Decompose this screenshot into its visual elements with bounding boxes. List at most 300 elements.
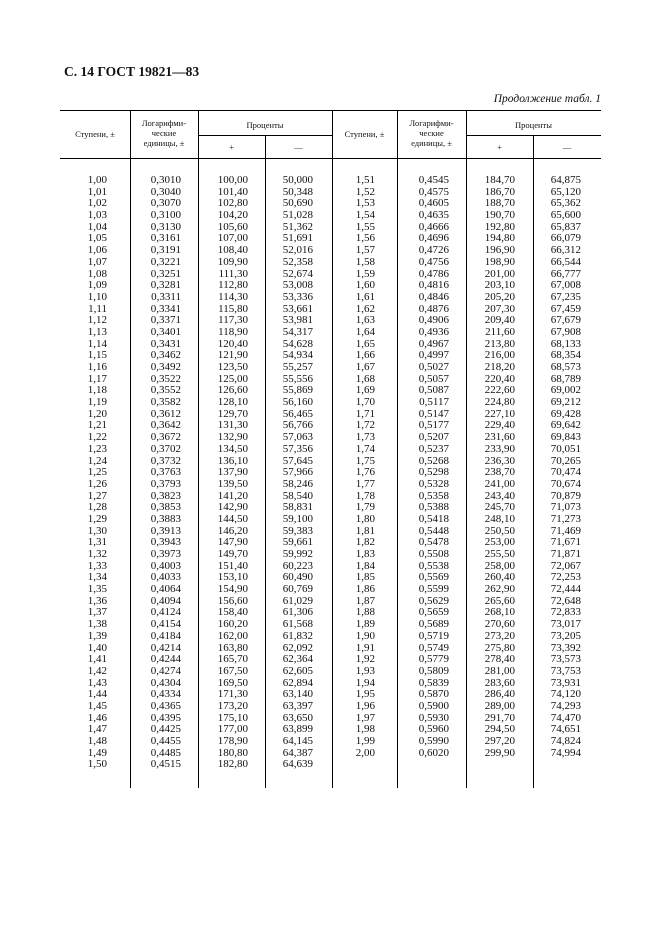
page-header: С. 14 ГОСТ 19821—83 (64, 64, 200, 79)
cell-left-plus: 162,00 (217, 629, 248, 642)
cell-right-plus: 291,70 (484, 711, 515, 724)
cell-left-steps: 1,08 (87, 267, 107, 280)
cell-right-minus: 66,312 (550, 244, 581, 257)
column-plus-left (198, 175, 248, 771)
cell-left-log: 0,3281 (150, 279, 181, 292)
cell-right-plus: 286,40 (484, 688, 515, 701)
header-percent-right: Проценты (515, 120, 552, 130)
cell-right-plus: 216,00 (484, 349, 515, 362)
cell-right-minus: 71,671 (550, 536, 581, 549)
cell-left-steps: 1,16 (87, 361, 107, 373)
cell-left-plus: 114,30 (218, 290, 248, 303)
cell-left-minus: 63,397 (282, 699, 313, 712)
cell-left-log: 0,4485 (150, 746, 181, 759)
cell-left-minus: 53,981 (282, 314, 313, 327)
cell-right-steps: 1,66 (355, 349, 375, 362)
cell-right-log: 0,4876 (418, 302, 449, 315)
cell-left-steps: 1,36 (87, 594, 107, 607)
header-log-units-right: Логарифми- ческие единицы, ± (409, 118, 454, 148)
cell-right-log: 0,5508 (418, 548, 449, 560)
cell-left-minus: 50,690 (282, 197, 313, 210)
cell-left-plus: 147,90 (217, 536, 248, 549)
cell-right-minus: 72,833 (550, 606, 581, 619)
cell-right-minus: 68,354 (550, 349, 581, 362)
cell-right-steps: 1,75 (355, 454, 375, 467)
cell-left-steps: 1,20 (87, 407, 107, 420)
cell-left-steps: 1,49 (87, 746, 107, 759)
cell-left-log: 0,3040 (150, 185, 181, 198)
header-log-units-left: Логарифми- ческие единицы, ± (141, 118, 187, 148)
cell-left-steps: 1,35 (87, 583, 107, 596)
cell-left-minus: 58,246 (282, 477, 313, 490)
header-percent-left: Проценты (246, 120, 284, 130)
cell-left-plus: 142,90 (217, 501, 248, 514)
cell-right-minus: 72,648 (550, 594, 581, 607)
cell-right-steps: 2,00 (355, 746, 375, 759)
table-header-bottom-rule (60, 158, 601, 159)
cell-right-plus: 260,40 (484, 571, 515, 584)
cell-left-log: 0,3642 (150, 419, 181, 432)
cell-left-minus: 59,383 (282, 524, 313, 537)
cell-left-minus: 59,661 (282, 536, 313, 549)
cell-right-steps: 1,77 (355, 477, 375, 490)
cell-right-log: 0,4605 (418, 197, 449, 210)
cell-right-plus: 250,50 (484, 524, 515, 537)
cell-left-plus: 175,10 (217, 711, 248, 724)
cell-left-plus: 136,10 (217, 454, 248, 467)
cell-left-log: 0,3522 (150, 372, 181, 385)
cell-left-plus: 126,60 (217, 384, 248, 397)
cell-right-minus: 73,205 (550, 629, 581, 642)
cell-right-plus: 233,90 (484, 442, 515, 455)
cell-right-steps: 1,84 (355, 559, 375, 572)
header-minus-right: — (562, 142, 572, 152)
cell-right-minus: 69,642 (550, 419, 581, 432)
cell-right-steps: 1,54 (355, 209, 375, 222)
cell-left-minus: 53,336 (282, 290, 313, 303)
cell-right-steps: 1,56 (355, 232, 375, 245)
cell-right-minus: 65,837 (550, 220, 581, 233)
cell-left-plus: 101,40 (217, 185, 248, 198)
cell-right-minus: 72,067 (550, 559, 581, 572)
cell-right-plus: 192,80 (484, 220, 515, 233)
cell-left-minus: 62,894 (282, 676, 313, 689)
cell-left-plus: 169,50 (217, 676, 248, 689)
cell-right-minus: 71,273 (550, 512, 581, 525)
cell-right-steps: 1,57 (355, 244, 375, 257)
cell-right-plus: 186,70 (484, 185, 515, 198)
cell-left-steps: 1,19 (87, 396, 107, 409)
cell-left-plus: 167,50 (217, 664, 248, 677)
cell-right-log: 0,4635 (418, 209, 449, 222)
header-steps-right: Ступени, ± (344, 129, 385, 139)
cell-left-minus: 54,628 (282, 337, 313, 350)
cell-left-minus: 56,465 (282, 407, 313, 420)
cell-left-plus: 151,40 (217, 559, 248, 572)
cell-right-plus: 281,00 (484, 664, 515, 677)
cell-right-steps: 1,85 (355, 571, 375, 584)
cell-left-steps: 1,50 (87, 758, 107, 771)
cell-right-log: 0,5779 (418, 653, 449, 666)
cell-left-steps: 1,11 (88, 302, 107, 315)
cell-left-minus: 63,140 (282, 688, 313, 701)
cell-right-log: 0,5147 (418, 407, 449, 420)
cell-right-log: 0,4816 (418, 279, 449, 292)
column-log-right (397, 175, 449, 759)
cell-right-steps: 1,72 (355, 419, 375, 432)
cell-right-plus: 275,80 (484, 641, 515, 654)
cell-right-plus: 273,20 (484, 629, 515, 642)
cell-left-minus: 63,899 (282, 723, 313, 736)
cell-left-minus: 64,639 (282, 758, 313, 771)
cell-left-plus: 112,80 (218, 279, 248, 292)
cell-left-minus: 53,661 (282, 302, 313, 315)
cell-right-minus: 67,908 (550, 325, 581, 338)
cell-left-minus: 60,490 (282, 571, 313, 584)
cell-left-plus: 141,20 (217, 489, 248, 502)
cell-right-plus: 258,00 (484, 559, 515, 572)
cell-left-minus: 51,362 (282, 220, 313, 233)
cell-right-minus: 71,871 (550, 548, 581, 560)
cell-left-plus: 132,90 (217, 431, 248, 444)
cell-right-minus: 65,362 (550, 197, 581, 210)
cell-left-minus: 61,306 (282, 606, 313, 619)
cell-left-steps: 1,09 (87, 279, 107, 292)
cell-right-steps: 1,88 (355, 606, 375, 619)
cell-left-plus: 107,00 (217, 232, 248, 245)
cell-right-log: 0,5027 (418, 361, 449, 373)
cell-left-plus: 154,90 (217, 583, 248, 596)
cell-right-log: 0,5809 (418, 664, 449, 677)
cell-left-log: 0,3462 (150, 349, 181, 362)
table-continuation-note: Продолжение табл. 1 (493, 93, 601, 105)
cell-right-steps: 1,53 (355, 197, 375, 210)
cell-right-minus: 73,017 (550, 618, 581, 631)
cell-left-minus: 52,358 (282, 255, 313, 268)
cell-right-minus: 70,674 (550, 477, 581, 490)
cell-left-plus: 129,70 (217, 407, 248, 420)
cell-right-log: 0,5177 (418, 419, 449, 432)
cell-left-steps: 1,43 (87, 676, 107, 689)
cell-left-log: 0,3492 (150, 361, 181, 373)
cell-left-steps: 1,10 (87, 290, 107, 303)
cell-left-plus: 131,30 (217, 419, 248, 432)
cell-right-minus: 67,008 (550, 279, 581, 292)
cell-right-minus: 70,051 (550, 442, 581, 455)
cell-left-steps: 1,25 (87, 466, 107, 479)
cell-right-plus: 209,40 (484, 314, 515, 327)
cell-left-log: 0,3582 (150, 396, 181, 409)
cell-right-minus: 73,392 (550, 641, 581, 654)
cell-right-steps: 1,99 (355, 735, 375, 747)
cell-right-plus: 211,60 (485, 325, 515, 338)
cell-left-plus: 160,20 (217, 618, 248, 631)
cell-right-log: 0,5569 (418, 571, 449, 584)
cell-right-log: 0,5087 (418, 384, 449, 397)
cell-right-steps: 1,73 (355, 431, 375, 444)
cell-right-steps: 1,78 (355, 489, 375, 502)
cell-left-minus: 50,348 (282, 185, 313, 198)
cell-left-plus: 144,50 (217, 512, 248, 525)
cell-right-steps: 1,68 (355, 372, 375, 385)
cell-right-steps: 1,92 (355, 653, 375, 666)
cell-left-log: 0,4365 (150, 699, 181, 712)
cell-right-plus: 205,20 (484, 290, 515, 303)
cell-left-minus: 60,223 (282, 559, 313, 572)
cell-right-plus: 190,70 (484, 209, 515, 222)
cell-right-plus: 220,40 (484, 372, 515, 385)
cell-right-log: 0,4726 (418, 244, 449, 257)
cell-left-log: 0,4003 (150, 559, 181, 572)
cell-left-steps: 1,22 (87, 431, 107, 444)
cell-left-minus: 62,364 (282, 653, 313, 666)
cell-left-plus: 109,90 (217, 255, 248, 268)
cell-right-minus: 74,994 (550, 746, 581, 759)
cell-right-minus: 68,573 (550, 361, 581, 373)
cell-right-log: 0,4846 (418, 290, 449, 303)
cell-left-steps: 1,03 (87, 209, 107, 222)
cell-right-plus: 201,00 (484, 267, 515, 280)
cell-left-steps: 1,14 (87, 337, 107, 350)
cell-right-steps: 1,65 (355, 337, 375, 350)
cell-left-steps: 1,12 (87, 314, 107, 327)
cell-left-plus: 120,40 (217, 337, 248, 350)
cell-right-log: 0,5478 (418, 536, 449, 549)
cell-left-log: 0,3341 (150, 302, 181, 315)
cell-right-plus: 268,10 (484, 606, 515, 619)
column-steps-left (60, 175, 107, 771)
cell-left-steps: 1,05 (87, 232, 107, 245)
cell-left-plus: 146,20 (217, 524, 248, 537)
cell-left-plus: 117,30 (218, 314, 248, 327)
cell-left-steps: 1,23 (87, 442, 107, 455)
cell-left-steps: 1,07 (87, 255, 107, 268)
cell-left-minus: 56,160 (282, 396, 313, 409)
cell-left-log: 0,3823 (150, 489, 181, 502)
cell-left-plus: 115,80 (218, 302, 248, 315)
cell-left-log: 0,3672 (150, 431, 181, 444)
cell-left-plus: 102,80 (217, 197, 248, 210)
column-minus-left (265, 175, 313, 771)
cell-right-minus: 73,931 (550, 676, 581, 689)
cell-left-plus: 111,30 (218, 267, 248, 280)
cell-left-minus: 60,769 (282, 583, 313, 596)
cell-left-log: 0,4064 (150, 583, 181, 596)
cell-right-minus: 68,789 (550, 372, 581, 385)
cell-left-plus: 171,30 (217, 688, 248, 701)
cell-left-steps: 1,40 (87, 641, 107, 654)
cell-left-steps: 1,41 (87, 653, 107, 666)
cell-right-log: 0,4997 (418, 349, 449, 362)
cell-left-plus: 165,70 (217, 653, 248, 666)
cell-right-steps: 1,97 (355, 711, 375, 724)
cell-left-plus: 100,00 (217, 174, 248, 186)
cell-left-log: 0,3943 (150, 536, 181, 549)
cell-right-minus: 70,474 (550, 466, 581, 479)
cell-right-plus: 294,50 (484, 723, 515, 736)
cell-left-minus: 50,000 (282, 174, 313, 186)
cell-left-steps: 1,34 (87, 571, 107, 584)
cell-left-steps: 1,26 (87, 477, 107, 490)
cell-right-minus: 69,002 (550, 384, 581, 397)
cell-left-minus: 52,016 (282, 244, 313, 257)
cell-right-plus: 229,40 (484, 419, 515, 432)
cell-right-steps: 1,82 (355, 536, 375, 549)
cell-right-plus: 213,80 (484, 337, 515, 350)
cell-left-minus: 61,832 (282, 629, 313, 642)
cell-right-steps: 1,81 (355, 524, 375, 537)
cell-right-log: 0,5839 (418, 676, 449, 689)
cell-right-plus: 207,30 (484, 302, 515, 315)
cell-right-minus: 71,073 (550, 501, 581, 514)
cell-left-plus: 118,90 (218, 325, 248, 338)
cell-left-log: 0,3973 (150, 548, 181, 560)
cell-left-log: 0,3130 (150, 220, 181, 233)
cell-left-steps: 1,31 (87, 536, 107, 549)
cell-right-log: 0,5388 (418, 501, 449, 514)
cell-right-plus: 262,90 (484, 583, 515, 596)
cell-left-log: 0,3251 (150, 267, 181, 280)
cell-right-log: 0,5960 (418, 723, 449, 736)
cell-right-steps: 1,61 (355, 290, 375, 303)
column-minus-right (533, 175, 581, 759)
cell-right-plus: 243,40 (484, 489, 515, 502)
cell-right-log: 0,4696 (418, 232, 449, 245)
cell-right-minus: 67,235 (550, 290, 581, 303)
cell-right-log: 0,4967 (418, 337, 449, 350)
cell-right-log: 0,5237 (418, 442, 449, 455)
cell-right-steps: 1,98 (355, 723, 375, 736)
cell-left-plus: 125,00 (217, 372, 248, 385)
cell-right-log: 0,5448 (418, 524, 449, 537)
cell-right-minus: 65,120 (550, 185, 581, 198)
cell-left-steps: 1,33 (87, 559, 107, 572)
cell-right-log: 0,5418 (418, 512, 449, 525)
cell-right-log: 0,5689 (418, 618, 449, 631)
cell-left-log: 0,4033 (150, 571, 181, 584)
cell-right-steps: 1,64 (355, 325, 375, 338)
cell-right-log: 0,4666 (418, 220, 449, 233)
cell-left-steps: 1,01 (87, 185, 107, 198)
cell-right-log: 0,4545 (418, 174, 449, 186)
cell-left-steps: 1,42 (87, 664, 107, 677)
cell-right-steps: 1,60 (355, 279, 375, 292)
cell-right-steps: 1,71 (355, 407, 375, 420)
cell-right-minus: 66,079 (550, 232, 581, 245)
cell-left-steps: 1,47 (87, 723, 107, 736)
cell-right-log: 0,5358 (418, 489, 449, 502)
cell-right-plus: 297,20 (484, 735, 515, 747)
cell-right-log: 0,5659 (418, 606, 449, 619)
cell-right-minus: 66,544 (550, 255, 581, 268)
cell-right-steps: 1,94 (355, 676, 375, 689)
cell-left-log: 0,3793 (150, 477, 181, 490)
cell-left-plus: 139,50 (217, 477, 248, 490)
cell-left-log: 0,4184 (150, 629, 181, 642)
cell-right-steps: 1,70 (355, 396, 375, 409)
cell-left-minus: 57,356 (282, 442, 313, 455)
cell-left-log: 0,4214 (150, 641, 181, 654)
cell-left-log: 0,4425 (150, 723, 181, 736)
header-plus-right: + (497, 142, 502, 152)
cell-right-steps: 1,62 (355, 302, 375, 315)
cell-left-log: 0,3191 (150, 244, 181, 257)
cell-left-minus: 56,766 (282, 419, 313, 432)
cell-left-plus: 134,50 (217, 442, 248, 455)
cell-left-minus: 64,145 (282, 735, 313, 747)
cell-right-steps: 1,96 (355, 699, 375, 712)
cell-right-minus: 74,651 (550, 723, 581, 736)
cell-right-plus: 224,80 (484, 396, 515, 409)
cell-left-log: 0,3100 (150, 209, 181, 222)
cell-right-log: 0,5719 (418, 629, 449, 642)
cell-right-steps: 1,79 (355, 501, 375, 514)
cell-left-log: 0,4395 (150, 711, 181, 724)
column-plus-right (466, 175, 515, 759)
cell-right-minus: 68,133 (550, 337, 581, 350)
cell-right-steps: 1,74 (355, 442, 375, 455)
cell-left-steps: 1,13 (87, 325, 107, 338)
cell-right-log: 0,5057 (418, 372, 449, 385)
cell-left-log: 0,4334 (150, 688, 181, 701)
cell-right-minus: 74,120 (550, 688, 581, 701)
cell-left-plus: 105,60 (217, 220, 248, 233)
cell-right-plus: 227,10 (484, 407, 515, 420)
cell-left-steps: 1,15 (87, 349, 107, 362)
cell-left-minus: 63,650 (282, 711, 313, 724)
cell-left-minus: 51,028 (282, 209, 313, 222)
cell-left-steps: 1,02 (87, 197, 107, 210)
cell-left-plus: 158,40 (217, 606, 248, 619)
cell-right-plus: 188,70 (484, 197, 515, 210)
cell-left-plus: 153,10 (217, 571, 248, 584)
cell-right-minus: 74,293 (550, 699, 581, 712)
cell-left-plus: 149,70 (217, 548, 248, 560)
cell-left-steps: 1,46 (87, 711, 107, 724)
cell-left-steps: 1,45 (87, 699, 107, 712)
cell-right-log: 0,5538 (418, 559, 449, 572)
cell-right-steps: 1,51 (355, 174, 375, 186)
cell-left-log: 0,3431 (150, 337, 181, 350)
cell-right-minus: 70,879 (550, 489, 581, 502)
cell-right-steps: 1,83 (355, 548, 375, 560)
cell-right-log: 0,4786 (418, 267, 449, 280)
cell-right-log: 0,6020 (418, 746, 449, 759)
cell-right-plus: 236,30 (484, 454, 515, 467)
cell-right-steps: 1,69 (355, 384, 375, 397)
cell-right-steps: 1,86 (355, 583, 375, 596)
cell-left-log: 0,4274 (150, 664, 181, 677)
cell-left-steps: 1,24 (87, 454, 107, 467)
cell-right-log: 0,5629 (418, 594, 449, 607)
header-plus-left: + (229, 142, 234, 152)
column-log-left (130, 175, 181, 771)
cell-right-log: 0,5207 (418, 431, 449, 444)
cell-left-log: 0,3883 (150, 512, 181, 525)
cell-left-steps: 1,32 (87, 548, 107, 560)
cell-left-plus: 108,40 (217, 244, 248, 257)
cell-left-log: 0,4154 (150, 618, 181, 631)
cell-right-steps: 1,91 (355, 641, 375, 654)
cell-left-steps: 1,48 (87, 735, 107, 747)
cell-right-log: 0,5749 (418, 641, 449, 654)
cell-left-plus: 104,20 (217, 209, 248, 222)
column-steps-right (332, 175, 375, 759)
cell-right-steps: 1,93 (355, 664, 375, 677)
cell-right-minus: 71,469 (550, 524, 581, 537)
cell-right-plus: 248,10 (484, 512, 515, 525)
cell-right-plus: 194,80 (484, 232, 515, 245)
